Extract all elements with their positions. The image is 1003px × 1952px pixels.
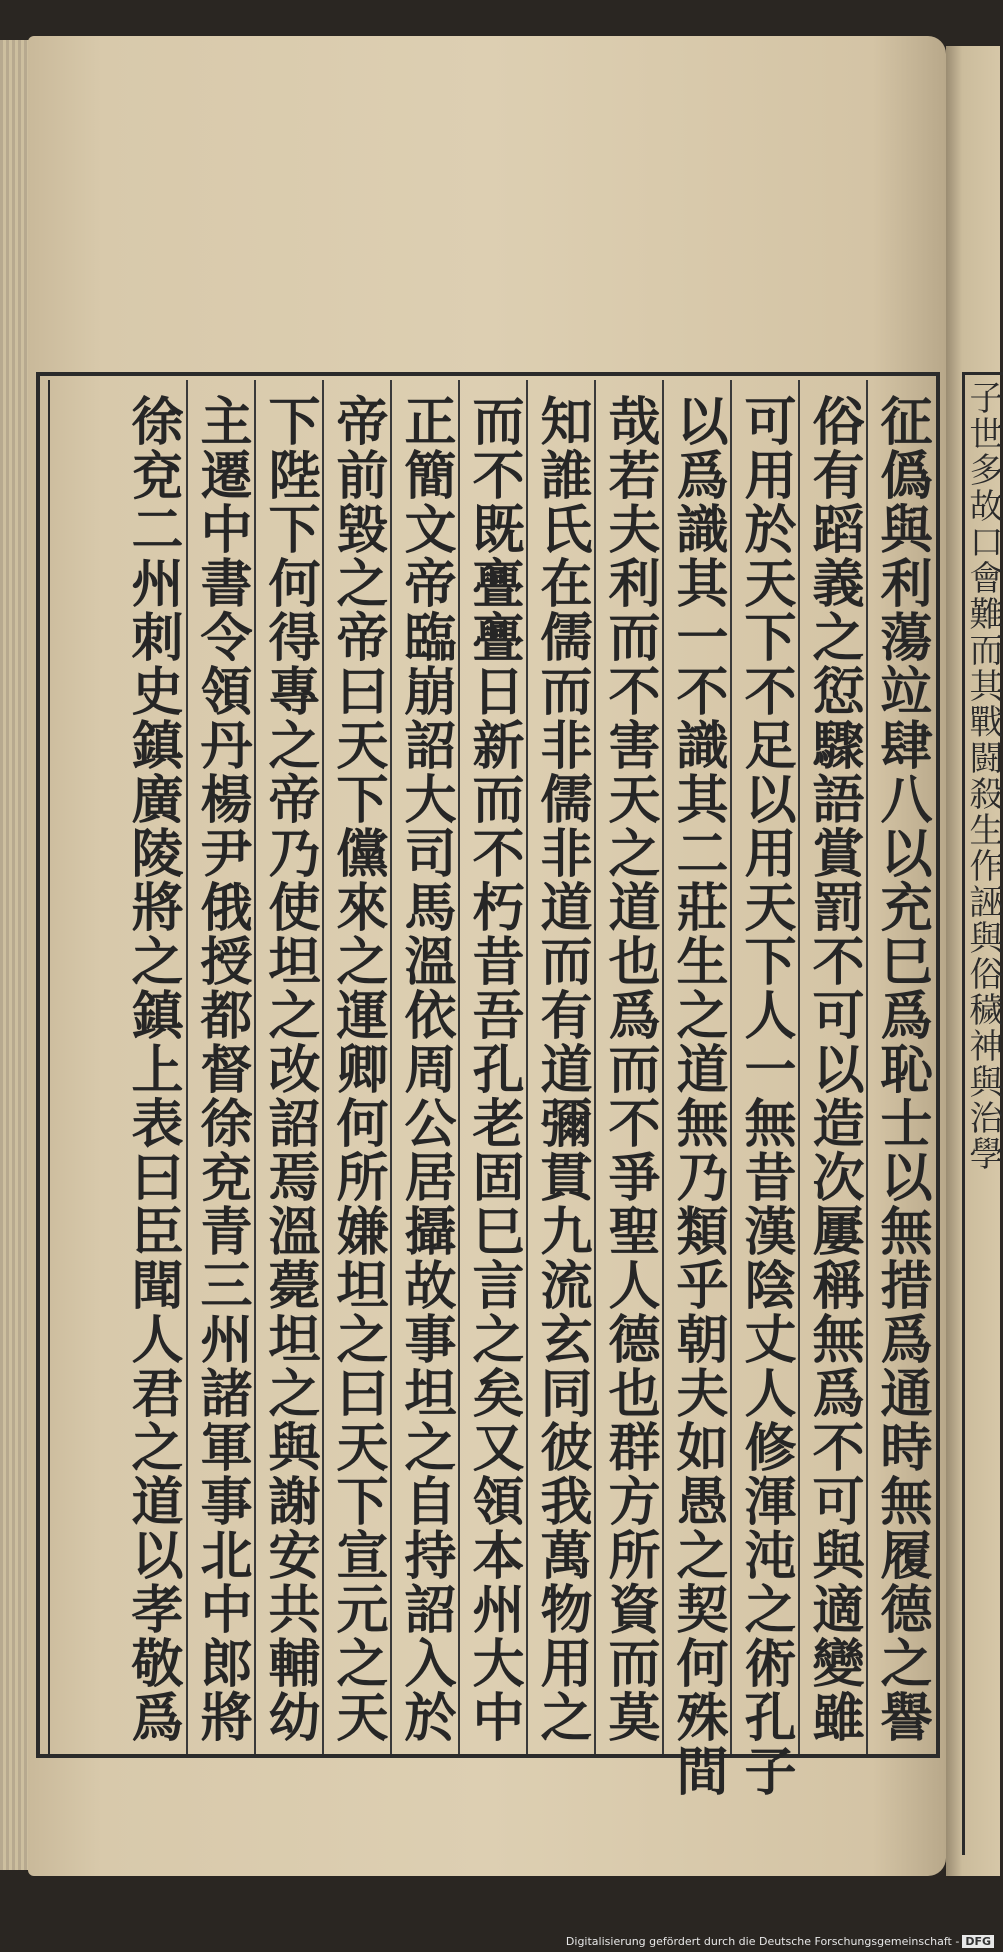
text-column: [526, 380, 594, 1754]
footer-text: Digitalisierung gefördert durch die Deutsche Forschungsgemeinschaft -: [565, 1935, 960, 1948]
facing-page-text: 子世多故口會難而其戰闘殺生作誣與俗穢神與治學: [963, 380, 1003, 1172]
column-text: 帝前毀之帝曰天下儻來之運卿何所嫌坦之曰天下宣元之天: [327, 394, 388, 1744]
text-block-inner-border: [40, 380, 50, 1754]
column-text: 下陛下何得專之帝乃使坦之改詔焉溫薨坦之與謝安共輔幼: [259, 394, 320, 1744]
column-text: 征僞與利蕩竝肆八以充巳爲恥士以無措爲通時無履德之譽: [871, 394, 932, 1744]
column-text: 而不既亹亹日新而不朽昔吾孔老固巳言之矣又領本州大中: [463, 394, 524, 1744]
text-column: [866, 380, 934, 1754]
footer-credit: [566, 1935, 994, 1948]
column-text: 知誰氏在儒而非儒非道而有道彌貫九流玄同彼我萬物用之: [531, 394, 592, 1744]
dfg-logo: DFG: [962, 1935, 994, 1948]
text-column: [662, 380, 730, 1798]
text-column: [458, 380, 526, 1754]
column-text: 徐兗二州刺史鎮廣陵將之鎮上表曰臣聞人君之道以孝敬爲: [122, 394, 183, 1744]
text-column: [254, 380, 322, 1754]
text-column: [186, 380, 254, 1754]
text-column: [390, 380, 458, 1754]
column-text: 可用於天下不足以用天下人一無昔漢陰丈人修渾沌之術孔子: [735, 394, 796, 1798]
column-text: 哉若夫利而不害天之道也爲而不爭聖人德也群方所資而莫: [599, 394, 660, 1744]
column-text: 俗有蹈義之愆驟語賞罰不可以造次屢稱無爲不可與適變雖: [803, 394, 864, 1744]
page-edge-stack: [0, 40, 30, 1870]
text-column: [730, 380, 798, 1798]
column-text: 主遷中書令領丹楊尹俄授都督徐兗青三州諸軍事北中郎將: [191, 394, 252, 1744]
column-text: 正簡文帝臨崩詔大司馬溫依周公居攝故事坦之自持詔入於: [395, 394, 456, 1744]
text-column: [118, 380, 186, 1754]
column-text: 以爲識其一不識其二莊生之道無乃類乎朝夫如愚之契何殊間: [667, 394, 728, 1798]
text-column: [322, 380, 390, 1754]
text-column: [798, 380, 866, 1754]
text-column: [594, 380, 662, 1754]
text-columns: [50, 380, 934, 1798]
